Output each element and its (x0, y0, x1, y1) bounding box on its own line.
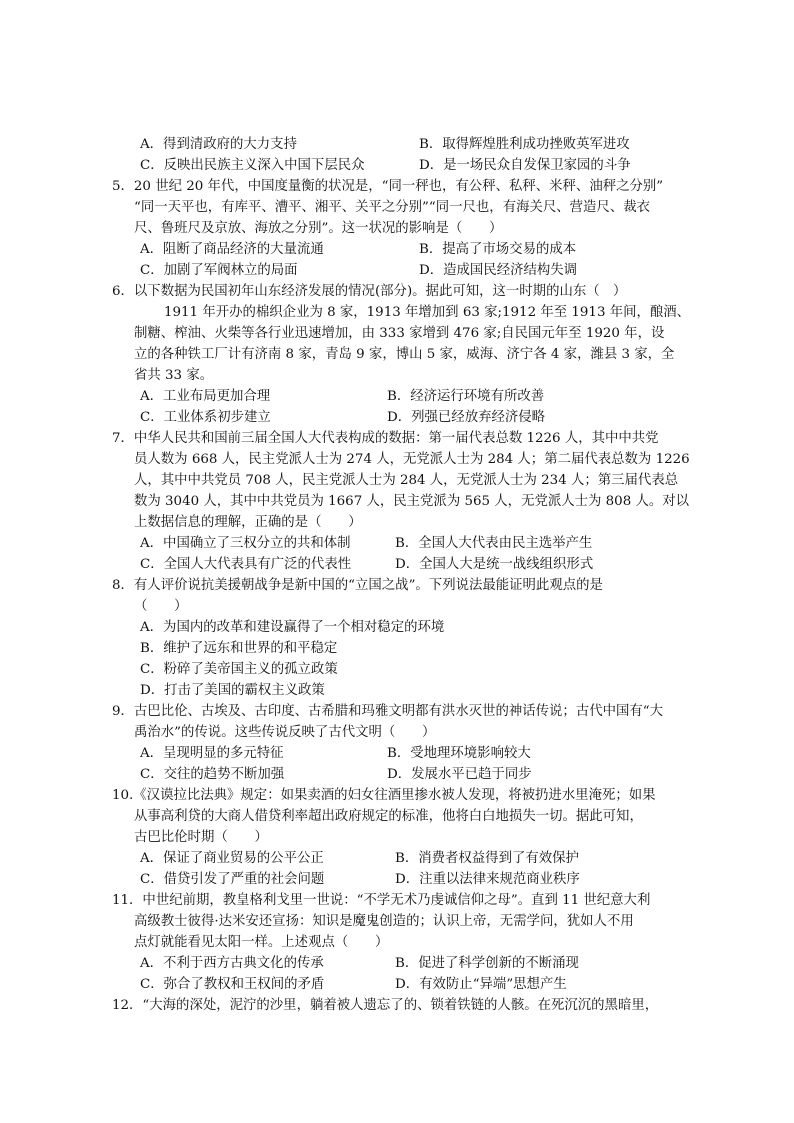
option-d[interactable]: D．发展水平已趋于同步 (387, 767, 532, 782)
question-9 (112, 701, 684, 785)
question-stem: 禹治水”的传说。这些传说反映了古代文明（ ） (134, 725, 436, 740)
question-4-options (112, 134, 684, 176)
option-b[interactable]: B．经济运行环境有所改善 (387, 389, 545, 404)
option-d[interactable]: D．打击了美国的霸权主义政策 (140, 683, 325, 698)
question-stem: 5．20 世纪 20 年代，中国度量衡的状况是，“同一秤也，有公秤、私秤、米秤、油秤之分别” (112, 179, 664, 194)
option-a[interactable]: A．工业布局更加合理 (140, 389, 271, 404)
option-a[interactable]: A．不利于西方古典文化的传承 (140, 956, 324, 971)
question-7 (112, 428, 690, 575)
option-c[interactable]: C．借贷引发了严重的社会问题 (140, 872, 325, 887)
option-a[interactable]: A．为国内的改革和建设赢得了一个相对稳定的环境 (140, 620, 445, 635)
question-list (112, 134, 691, 1016)
question-stem: （ ） (134, 599, 188, 614)
question-stem: 从事高利贷的大商人借贷利率超出政府规定的标准，他将白白地损失一切。据此可知， (134, 809, 643, 824)
option-d[interactable]: D．注重以法律来规范商业秩序 (395, 872, 580, 887)
option-a[interactable]: A．阻断了商品经济的大量流通 (140, 242, 324, 257)
material-text: 制糖、榨油、火柴等各行业迅速增加，由 333 家增到 476 家;自民国元年至 1920 年，设 (134, 326, 665, 341)
option-d[interactable]: D．列强已经放弃经济侵略 (387, 410, 546, 425)
question-stem: 11．中世纪前期，教皇格利戈里一世说：“不学无术乃虔诚信仰之母”。直到 11 世纪意大利 (112, 893, 651, 908)
option-b[interactable]: B．消费者权益得到了有效保护 (395, 851, 579, 866)
option-c[interactable]: C．反映出民族主义深入中国下层民众 (140, 158, 365, 173)
question-stem: 数为 3040 人，其中中共党员为 1667 人，民主党派为 565 人，无党派人士为 808 人。对以 (134, 494, 690, 509)
option-c[interactable]: C．工业体系初步建立 (140, 410, 271, 425)
question-6 (112, 281, 691, 428)
question-8 (112, 575, 684, 701)
question-5 (112, 176, 684, 281)
question-stem: 员人数为 668 人，民主党派人士为 274 人，无党派人士为 284 人；第二届代表总数为 1226 (134, 452, 690, 467)
question-stem: 尺、鲁班尺及京放、海放之分别”。这一状况的影响是（ ） (134, 221, 503, 236)
question-stem: 12．“大海的深处，泥泞的沙里，躺着被人遗忘了的、锁着铁链的人骸。在死沉沉的黑暗里， (112, 998, 659, 1013)
question-11 (112, 890, 684, 995)
question-stem: 古巴比伦时期（ ） (134, 830, 268, 845)
option-d[interactable]: D．全国人大是统一战线组织形式 (395, 557, 594, 572)
material-text: 省共 33 家。 (134, 368, 214, 383)
option-c[interactable]: C．弥合了教权和王权间的矛盾 (140, 977, 325, 992)
option-d[interactable]: D．是一场民众自发保卫家园的斗争 (419, 158, 631, 173)
question-stem: 人，其中中共党员 708 人，民主党派人士为 284 人，无党派人士为 234 人；第三届代表总 (134, 473, 679, 488)
question-stem: 点灯就能看见太阳一样。上述观点（ ） (134, 935, 389, 950)
question-10 (112, 785, 684, 890)
option-b[interactable]: B．提高了市场交易的成本 (419, 242, 577, 257)
option-b[interactable]: B．全国人大代表由民主选举产生 (395, 536, 593, 551)
option-b[interactable]: B．维护了远东和世界的和平稳定 (140, 641, 338, 656)
question-stem: 6．以下数据为民国初年山东经济发展的情况(部分)。据此可知，这一时期的山东（ ） (112, 284, 627, 299)
option-d[interactable]: D．有效防止“异端”思想产生 (395, 977, 567, 992)
material-text: 1911 年开办的棉织企业为 8 家，1913 年增加到 63 家;1912 年至 1913 年间，酿酒、 (164, 305, 691, 320)
option-c[interactable]: C．加剧了军阀林立的局面 (140, 263, 298, 278)
question-stem: 高级教士彼得·达米安还宣扬：知识是魔鬼创造的；认识上帝，无需学问，犹如人不用 (134, 914, 634, 929)
question-stem: 上数据信息的理解，正确的是（ ） (134, 515, 362, 530)
question-12 (112, 995, 684, 1016)
option-b[interactable]: B．取得辉煌胜利成功挫败英军进攻 (419, 137, 630, 152)
option-c[interactable]: C．全国人大代表具有广泛的代表性 (140, 557, 352, 572)
option-a[interactable]: A．中国确立了三权分立的共和体制 (140, 536, 351, 551)
option-a[interactable]: A．呈现明显的多元特征 (140, 746, 284, 761)
question-stem: 10.《汉谟拉比法典》规定：如果卖酒的妇女往酒里掺水被人发现，将被扔进水里淹死；如果 (112, 788, 656, 803)
option-d[interactable]: D．造成国民经济结构失调 (419, 263, 578, 278)
question-stem: “同一天平也，有库平、漕平、湘平、关平之分别”“同一尺也，有海关尺、营造尺、裁衣 (134, 200, 650, 215)
material-text: 立的各种铁工厂计有济南 8 家，青岛 9 家，博山 5 家，威海、济宁各 4 家，潍县 3 家，全 (134, 347, 675, 362)
question-stem: 8．有人评价说抗美援朝战争是新中国的“立国之战”。下列说法最能证明此观点的是 (112, 578, 603, 593)
option-b[interactable]: B．促进了科学创新的不断涌现 (395, 956, 579, 971)
option-a[interactable]: A．得到清政府的大力支持 (140, 137, 297, 152)
option-b[interactable]: B．受地理环境影响较大 (387, 746, 531, 761)
option-c[interactable]: C．交往的趋势不断加强 (140, 767, 285, 782)
question-stem: 7．中华人民共和国前三届全国人大代表构成的数据：第一届代表总数 1226 人，其中中共党 (112, 431, 659, 446)
option-a[interactable]: A．保证了商业贸易的公平公正 (140, 851, 324, 866)
question-stem: 9．古巴比伦、古埃及、古印度、古希腊和玛雅文明都有洪水灭世的神话传说；古代中国有“大 (112, 704, 663, 719)
option-c[interactable]: C．粉碎了美帝国主义的孤立政策 (140, 662, 338, 677)
